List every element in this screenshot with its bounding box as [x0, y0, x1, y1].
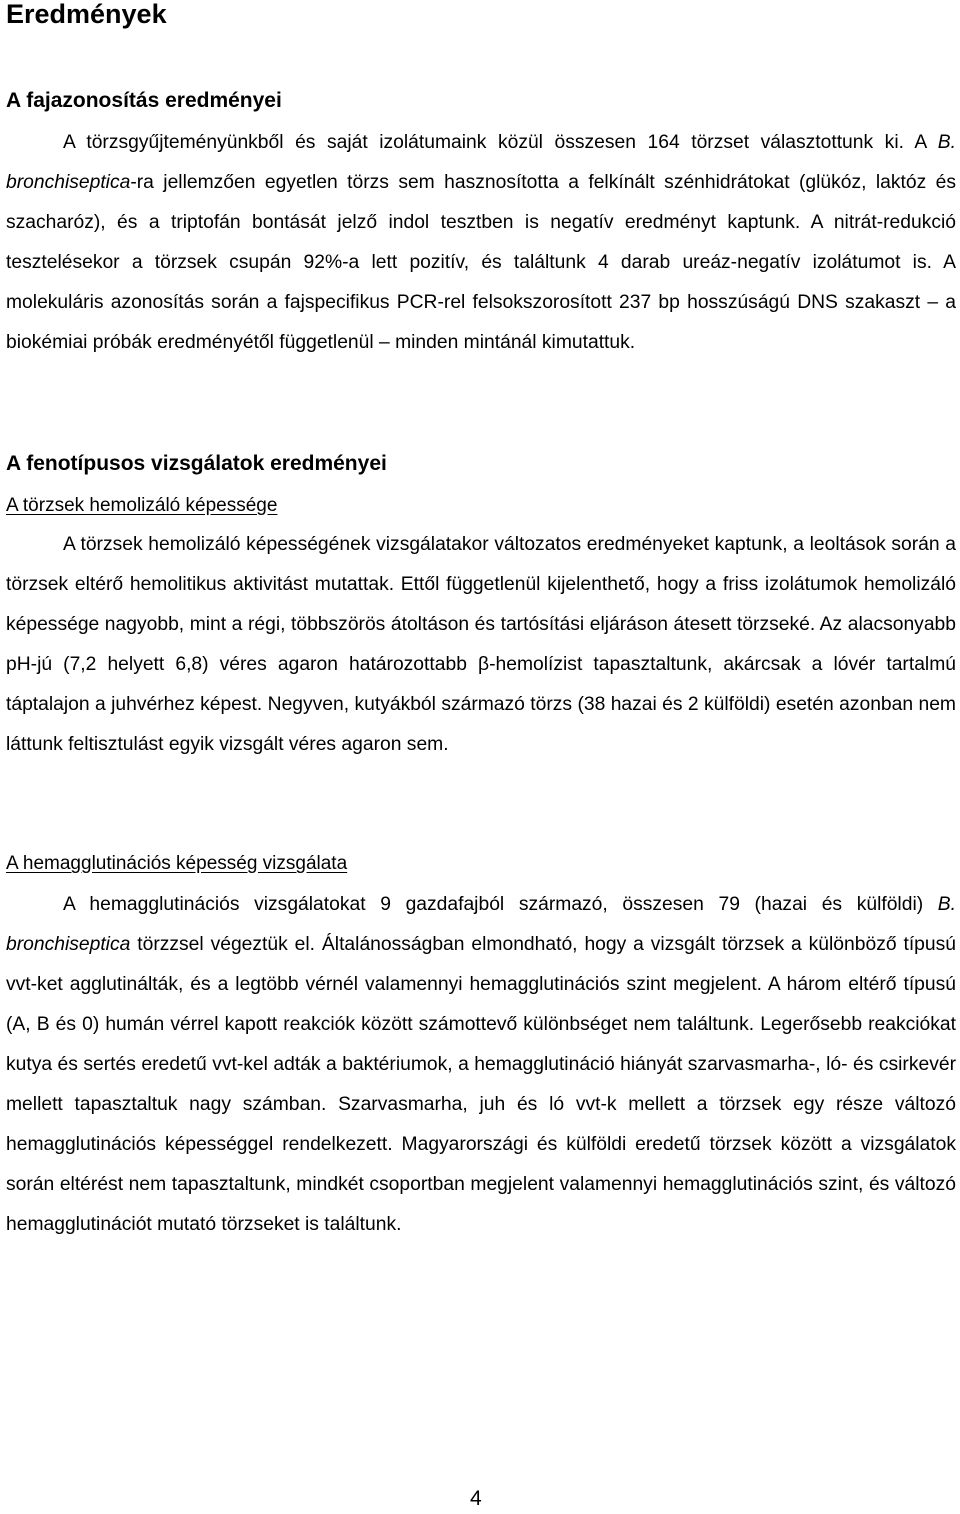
subsection-heading-hemagglutination: A hemagglutinációs képesség vizsgálata: [6, 853, 348, 874]
section-heading-phenotypic-tests: A fenotípusos vizsgálatok eredményei: [6, 452, 387, 475]
paragraph-hemagglutination: [6, 885, 956, 1245]
paragraph-text-part: törzzsel végeztük el. Általánosságban elmondható, hogy a vizsgált törzsek a különböző típusú vvt-ket agglutinálták, és a legtöbb vérnél valamennyi hemagglutinációs szint megjelent. A három eltérő típusú (A, B és 0) humán vérrel kapott reakciók között számottevő különbséget nem találtunk. Legerősebb reakciókat kutya és sertés eredetű vvt-kel adták a baktériumok, a hemagglutináció hiányát szarvasmarha-, ló- és csirkevér mellett tapasztaltuk nagy számban. Szarvasmarha, juh és ló vvt-k mellett a törzsek egy része változó hemagglutinációs képességgel rendelkezett. Magyarországi és külföldi eredetű törzsek között a vizsgálatok során eltérést nem tapasztaltunk, mindkét csoportban megjelent valamennyi hemagglutinációs szint, és változó hemagglutinációt mutató törzseket is találtunk.: [6, 934, 956, 1235]
page-number: 4: [470, 1487, 482, 1510]
paragraph-text-part: -ra jellemzően egyetlen törzs sem hasznosította a felkínált szénhidrátokat (glükóz, laktóz és szacharóz), és a triptofán bontását jelző indol tesztben is negatív eredményt kaptunk. A nitrát-redukció tesztelésekor a törzsek csupán 92%-a lett pozitív, és találtunk 4 darab ureáz-negatív izolátumot is. A molekuláris azonosítás során a fajspecifikus PCR-rel felsokszorosított 237 bp hosszúságú DNS szakaszt – a biokémiai próbák eredményétől függetlenül – minden mintánál kimutattuk.: [6, 172, 956, 353]
subsection-heading-hemolysis: A törzsek hemolizáló képessége: [6, 495, 278, 516]
paragraph-text-part: A törzsgyűjteményünkből és saját izolátumaink közül összesen 164 törzset választottunk ki. A: [63, 132, 938, 153]
paragraph-text-part: A hemagglutinációs vizsgálatokat 9 gazdafajból származó, összesen 79 (hazai és külföldi): [63, 894, 938, 915]
page-title: Eredmények: [6, 0, 167, 29]
species-name-italic: B. bronchiseptica: [6, 894, 956, 955]
section-heading-species-identification: A fajazonosítás eredményei: [6, 89, 282, 112]
species-name-italic: B. bronchiseptica: [6, 132, 956, 193]
paragraph-hemolysis: A törzsek hemolizáló képességének vizsgálatakor változatos eredményeket kaptunk, a leoltások során a törzsek eltérő hemolitikus aktivitást mutattak. Ettől függetlenül kijelenthető, hogy a friss izolátumok hemolizáló képessége nagyobb, mint a régi, többszörös átoltáson és tartósítási eljáráson átesett törzseké. Az alacsonyabb pH-jú (7,2 helyett 6,8) véres agaron határozottabb β-hemolízist tapasztaltunk, akárcsak a lóvér tartalmú táptalajon a juhvérhez képest. Negyven, kutyákból származó törzs (38 hazai és 2 külföldi) esetén azonban nem láttunk feltisztulást egyik vizsgált véres agaron sem.: [6, 534, 956, 755]
paragraph-species-identification: [6, 123, 956, 363]
